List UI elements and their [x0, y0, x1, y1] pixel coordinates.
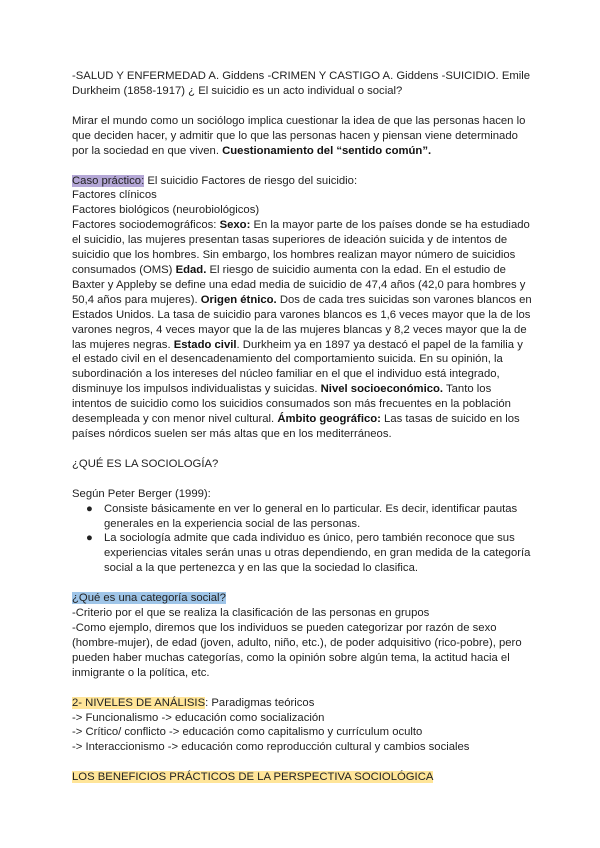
categoria-question-line: [72, 591, 532, 606]
factor-clinicos: Factores clínicos: [72, 189, 157, 202]
categoria-line2: -Como ejemplo, diremos que los individuos se pueden categorizar por razón de sexo (hombre-mujer), de edad (joven, adulto, niño, etc.), de poder adquisitivo (rico-pobre), pero pueden haber muchas categorías, como la opinión sobre algún tema, la actitud hacia el inmigrante o la política, etc.: [72, 622, 522, 679]
factores-sociodemograficos: [72, 218, 532, 442]
edad-text: El riesgo de suicidio aumenta con la edad. En el estudio de Baxter y Appleby se define una edad media de suicidio de 47,4 años (42,0 para hombres y 50,4 años para mujeres).: [72, 263, 526, 306]
bullet-icon: ●: [86, 532, 93, 545]
origen-text: Dos de cada tres suicidas son varones blancos en Estados Unidos. La tasa de suicidio para varones blancos es 1,6 veces mayor que la de los varones negros, 4 veces mayor que la de las mujeres blancas y 8,2 veces mayor que la de las mujeres negras.: [72, 293, 532, 351]
intro-paragraph: [72, 114, 532, 159]
niveles-heading: [72, 696, 532, 711]
factor-biologicos: Factores biológicos (neurobiológicos): [72, 204, 260, 217]
beneficios-heading: LOS BENEFICIOS PRÁCTICOS DE LA PERSPECTIVA SOCIOLÓGICA: [72, 771, 434, 784]
origen-label: Origen étnico.: [200, 293, 277, 306]
intro-bold: Cuestionamiento del “sentido común”.: [222, 144, 432, 157]
sexo-label: Sexo:: [219, 219, 251, 232]
ambito-text: Las tasas de suicido en los países nórdicos suelen ser más altas que en los mediterráneos.: [72, 413, 520, 440]
sociologia-bullets: [72, 502, 532, 577]
niveles-label: 2- NIVELES DE ANÁLISIS: [72, 696, 206, 709]
sociologia-heading: ¿QUÉ ES LA SOCIOLOGÍA?: [72, 457, 219, 470]
civil-text: . Durkheim ya en 1897 ya destacó el papel de la familia y el estado civil en el desencadenamiento del comportamiento suicida. En su opinión, la subordinación a los intereses del núcleo familiar en el que el individuo está integrado, disminuye los impulsos individualistas y suicidas.: [72, 338, 523, 396]
sexo-text: En la mayor parte de los países donde se ha estudiado el suicidio, las mujeres presentan tasas superiores de ideación suicida y de intentos de suicidio que los hombres. Sin embargo, los hombres realizan mayor número de suicidios consumados (OMS): [72, 219, 530, 276]
niveles-item: -> Funcionalismo -> educación como socialización: [72, 711, 325, 724]
document-page: [72, 69, 532, 785]
niveles-item: -> Crítico/ conflicto -> educación como capitalismo y currículum oculto: [72, 726, 423, 739]
nivel-text: Tanto los intentos de suicidio como los suicidios consumados son más frecuentes en la población desempleada y con menor nivel cultural.: [72, 383, 511, 426]
caso-label: Caso práctico:: [72, 174, 145, 187]
list-item: [86, 502, 532, 532]
bullet-icon: ●: [86, 502, 93, 515]
categoria-question: ¿Qué es una categoría social?: [72, 592, 226, 605]
ambito-label: Ámbito geográfico:: [277, 413, 381, 426]
categoria-line1: -Criterio por el que se realiza la clasificación de las personas en grupos: [72, 607, 430, 620]
berger-line: Según Peter Berger (1999):: [72, 487, 211, 500]
civil-label: Estado civil: [173, 338, 237, 351]
niveles-rest: : Paradigmas teóricos: [205, 696, 315, 709]
caso-title-line: [72, 174, 532, 189]
header-line: -SALUD Y ENFERMEDAD A. Giddens -CRIMEN Y CASTIGO A. Giddens -SUICIDIO. Emile Durkheim (1858-1917) ¿ El suicidio es un acto individual o social?: [72, 70, 531, 97]
bullet-text: Consiste básicamente en ver lo general en lo particular. Es decir, identificar pautas generales en la experiencia social de las personas.: [104, 502, 518, 530]
list-item: [86, 531, 532, 576]
f3-prefix: Factores sociodemográficos:: [72, 219, 220, 232]
beneficios-heading-line: [72, 770, 532, 785]
bullet-text: La sociología admite que cada individuo es único, pero también reconoce que sus experiencias vitales serán unas u otras dependiendo, en gran medida de la categoría social a la que pertenezca y en las que la sociedad lo clasifica.: [104, 532, 531, 575]
caso-title: El suicidio Factores de riesgo del suicidio:: [144, 174, 358, 187]
edad-label: Edad.: [175, 263, 207, 276]
niveles-item: -> Interaccionismo -> educación como reproducción cultural y cambios sociales: [72, 741, 470, 754]
nivel-label: Nivel socioeconómico.: [320, 383, 444, 396]
intro-text: Mirar el mundo como un sociólogo implica cuestionar la idea de que las personas hacen lo que deciden hacer, y admitir que lo que las personas hacen y piensan viene determinado por la sociedad en que viven.: [72, 114, 526, 157]
